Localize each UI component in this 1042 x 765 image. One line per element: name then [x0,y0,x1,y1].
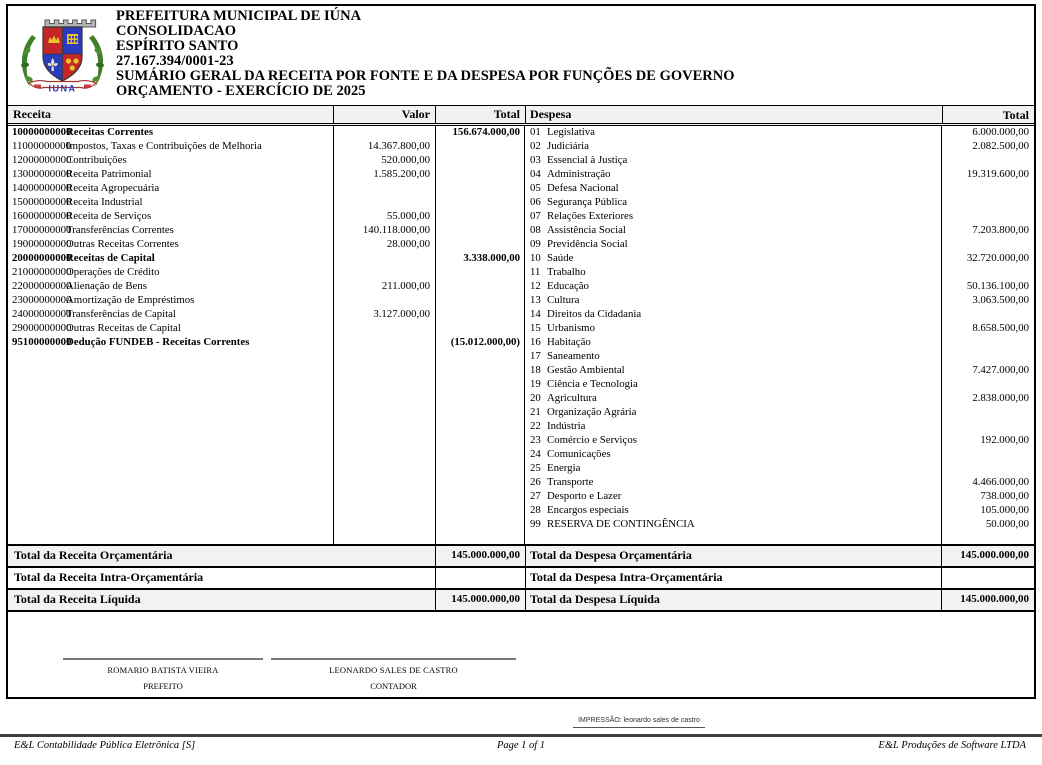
despesa-row [525,518,1034,532]
despesa-table [525,126,1034,544]
receita-code: 16000000000 [12,210,72,222]
totals-row [8,590,1034,612]
despesa-row [525,238,1034,252]
mural-crown [45,20,96,27]
receita-row [8,154,524,168]
despesa-code: 19 [530,378,541,390]
total-despesa-value [942,568,1034,588]
despesa-total: 105.000,00 [980,504,1029,516]
receita-description: Operações de Crédito [66,266,160,278]
building-emblem [67,34,78,44]
despesa-row [525,406,1034,420]
municipal-coat-of-arms-icon [16,11,109,99]
receita-description: Outras Receitas Correntes [66,238,179,250]
signature-role: PREFEITO [143,681,183,691]
report-document [6,4,1036,699]
receita-total [435,308,525,322]
despesa-row [525,322,1034,336]
despesa-description: Segurança Pública [547,196,628,208]
despesa-row [525,140,1034,154]
header-text-block [116,9,735,99]
total-despesa-value: 145.000.000,00 [960,549,1029,561]
receita-code: 12000000000 [12,154,72,166]
receita-valor [333,322,435,336]
receita-description: Receitas de Capital [66,252,155,264]
despesa-description: Cultura [547,294,580,306]
despesa-description: Trabalho [547,266,586,278]
footer-page-number: Page 1 of 1 [496,740,546,751]
receita-valor [333,126,435,140]
despesa-row [525,210,1034,224]
total-receita-label: Total da Receita Líquida [8,590,436,610]
receita-row [8,126,524,140]
logo-banner-text: IUNA [48,83,77,94]
despesa-code: 10 [530,252,541,264]
receita-total [435,210,525,224]
receita-description: Receita Agropecuária [66,182,160,194]
entity-cnpj: 27.167.394/0001-23 [116,53,234,69]
despesa-description: Direitos da Cidadania [547,308,642,320]
footer-software-name: E&L Contabilidade Pública Eletrônica [S] [14,740,196,751]
receita-column-divider-1 [333,126,334,544]
receita-code: 20000000000 [12,252,72,264]
total-despesa-value: 145.000.000,00 [960,593,1029,605]
despesa-row [525,490,1034,504]
despesa-code: 15 [530,322,541,334]
despesa-code: 02 [530,140,541,152]
despesa-code: 22 [530,420,541,432]
despesa-code: 20 [530,392,541,404]
despesa-total [942,378,1034,392]
receita-valor [333,336,435,350]
total-receita-value: 145.000.000,00 [436,590,526,610]
despesa-row [525,294,1034,308]
despesa-description: Transporte [547,476,594,488]
despesa-total [942,182,1034,196]
receita-row [8,140,524,154]
despesa-total: 50.000,00 [985,518,1029,530]
despesa-code: 23 [530,434,541,446]
receita-description: Receita Patrimonial [66,168,152,180]
receita-valor: 14.367.800,00 [367,140,430,152]
column-header-despesa-total: Total [1002,108,1029,122]
despesa-row [525,224,1034,238]
receita-total [435,168,525,182]
total-receita-label: Total da Receita Intra-Orçamentária [8,568,436,588]
despesa-total: 7.427.000,00 [972,364,1029,376]
despesa-total: 7.203.800,00 [972,224,1029,236]
despesa-code: 24 [530,448,541,460]
despesa-row [525,126,1034,140]
despesa-row [525,168,1034,182]
receita-table [8,126,525,544]
despesa-total: 192.000,00 [980,434,1029,446]
receita-description: Transferências de Capital [66,308,176,320]
receita-row [8,168,524,182]
column-header-receita-total: Total [436,106,526,123]
receita-valor: 28.000,00 [386,238,430,250]
totals-row [8,568,1034,590]
despesa-column-divider [941,126,942,544]
total-receita-value [436,568,526,588]
despesa-row [525,252,1034,266]
despesa-code: 14 [530,308,541,320]
despesa-description: Defesa Nacional [547,182,619,194]
despesa-description: Assistência Social [547,224,626,236]
despesa-code: 11 [530,266,541,278]
despesa-total [942,420,1034,434]
receita-row [8,210,524,224]
receita-total [435,196,525,210]
receita-total [435,224,525,238]
despesa-total [942,462,1034,476]
receita-description: Amortização de Empréstimos [66,294,195,306]
despesa-total: 2.838.000,00 [972,392,1029,404]
despesa-total: 8.658.500,00 [972,322,1029,334]
despesa-code: 16 [530,336,541,348]
table-body [8,126,1034,544]
despesa-code: 13 [530,294,541,306]
despesa-row [525,350,1034,364]
signature-block [271,658,516,691]
despesa-description: Comércio e Serviços [547,434,637,446]
despesa-total [942,266,1034,280]
signature-name: LEONARDO SALES DE CASTRO [329,665,458,675]
signature-area [8,612,1034,697]
receita-row [8,308,524,322]
report-title: SUMÁRIO GERAL DA RECEITA POR FONTE E DA DESPESA POR FUNÇÕES DE GOVERNO [116,68,735,84]
coat-of-arms-svg [16,11,109,99]
receita-valor [333,252,435,266]
despesa-code: 17 [530,350,541,362]
receita-code: 23000000000 [12,294,72,306]
despesa-description: Saneamento [547,350,600,362]
despesa-row [525,378,1034,392]
despesa-code: 21 [530,406,541,418]
despesa-description: Comunicações [547,448,611,460]
despesa-description: Gestão Ambiental [547,364,625,376]
despesa-description: Essencial à Justiça [547,154,628,166]
signature-name: ROMARIO BATISTA VIEIRA [107,665,219,675]
receita-code: 24000000000 [12,308,72,320]
despesa-row [525,182,1034,196]
despesa-code: 12 [530,280,541,292]
receita-valor [333,182,435,196]
column-header-despesa: Despesa [526,106,943,123]
despesa-code: 01 [530,126,541,138]
receita-description: Outras Receitas de Capital [66,322,181,334]
receita-total [435,238,525,252]
despesa-total [942,238,1034,252]
despesa-total [942,154,1034,168]
receita-description: Dedução FUNDEB - Receitas Correntes [66,336,250,348]
despesa-code: 05 [530,182,541,194]
despesa-row [525,420,1034,434]
receita-code: 22000000000 [12,280,72,292]
despesa-description: Desporto e Lazer [547,490,622,502]
despesa-description: Habitação [547,336,591,348]
total-despesa-label: Total da Despesa Orçamentária [526,546,942,566]
receita-total [435,280,525,294]
despesa-code: 26 [530,476,541,488]
print-info: IMPRESSÃO: leonardo sales de castro [573,717,705,728]
receita-total [435,182,525,196]
despesa-code: 09 [530,238,541,250]
despesa-total: 19.319.600,00 [966,168,1029,180]
despesa-description: Ciência e Tecnologia [547,378,638,390]
receita-valor [333,266,435,280]
despesa-description: Judiciária [547,140,589,152]
receita-code: 11000000000 [12,140,71,152]
receita-description: Receita Industrial [66,196,143,208]
despesa-row [525,392,1034,406]
receita-total [435,154,525,168]
despesa-total [942,308,1034,322]
receita-code: 14000000000 [12,182,72,194]
receita-code: 29000000000 [12,322,72,334]
receita-row [8,266,524,280]
receita-row [8,238,524,252]
receita-description: Receita de Serviços [66,210,152,222]
despesa-row [525,336,1034,350]
despesa-row [525,364,1034,378]
receita-valor: 140.118.000,00 [362,224,430,236]
despesa-total: 2.082.500,00 [972,140,1029,152]
despesa-description: Indústria [547,420,586,432]
entity-subtitle: CONSOLIDACAO [116,23,237,39]
receita-row [8,224,524,238]
signature-block [63,658,263,691]
receita-code: 10000000000 [12,126,72,138]
despesa-total [942,448,1034,462]
despesa-code: 06 [530,196,541,208]
document-header [8,6,1034,105]
despesa-code: 28 [530,504,541,516]
receita-description: Receitas Correntes [66,126,154,138]
receita-total [435,322,525,336]
signature-line [63,658,263,660]
entity-name: PREFEITURA MUNICIPAL DE IÚNA [116,8,362,24]
despesa-description: Relações Exteriores [547,210,634,222]
despesa-code: 27 [530,490,541,502]
despesa-description: Organização Agrária [547,406,637,418]
receita-row [8,294,524,308]
receita-total [435,294,525,308]
receita-code: 17000000000 [12,224,72,236]
receita-valor [333,196,435,210]
signature-line [271,658,516,660]
despesa-code: 18 [530,364,541,376]
despesa-total: 32.720.000,00 [966,252,1029,264]
signature-role: CONTADOR [370,681,417,691]
receita-valor: 3.127.000,00 [373,308,430,320]
despesa-description: Energia [547,462,581,474]
receita-description: Contribuições [66,154,127,166]
despesa-description: Encargos especiais [547,504,629,516]
logo-banner [29,81,96,94]
receita-valor: 1.585.200,00 [373,168,430,180]
despesa-total [942,406,1034,420]
despesa-description: Saúde [547,252,574,264]
despesa-description: Administração [547,168,611,180]
despesa-row [525,462,1034,476]
receita-valor: 211.000,00 [381,280,430,292]
receita-total: 3.338.000,00 [463,252,520,264]
footer-company-name: E&L Produções de Software LTDA [878,740,1026,751]
despesa-code: 04 [530,168,541,180]
despesa-total: 4.466.000,00 [972,476,1029,488]
receita-row [8,252,524,266]
receita-row [8,196,524,210]
receita-valor: 520.000,00 [381,154,430,166]
receita-column-divider-2 [435,126,436,544]
receita-row [8,322,524,336]
despesa-description: Previdência Social [547,238,628,250]
despesa-description: Legislativa [547,126,595,138]
receita-row [8,280,524,294]
receita-description: Impostos, Taxas e Contribuições de Melhoria [66,140,262,152]
despesa-total: 6.000.000,00 [972,126,1029,138]
despesa-row [525,504,1034,518]
receita-code: 21000000000 [12,266,72,278]
despesa-code: 08 [530,224,541,236]
despesa-total [942,196,1034,210]
despesa-total: 50.136.100,00 [966,280,1029,292]
receita-row [8,182,524,196]
receita-valor: 55.000,00 [386,210,430,222]
despesa-total [942,350,1034,364]
receita-description: Alienação de Bens [66,280,147,292]
despesa-row [525,154,1034,168]
receita-total: 156.674.000,00 [452,126,520,138]
despesa-row [525,448,1034,462]
despesa-row [525,280,1034,294]
despesa-row [525,434,1034,448]
despesa-total: 738.000,00 [980,490,1029,502]
despesa-row [525,476,1034,490]
receita-total: (15.012.000,00) [450,336,520,348]
despesa-description: Urbanismo [547,322,595,334]
despesa-row [525,196,1034,210]
table-header-row [8,105,1034,126]
total-receita-label: Total da Receita Orçamentária [8,546,436,566]
totals-section [8,544,1034,612]
despesa-code: 07 [530,210,541,222]
despesa-description: Educação [547,280,589,292]
despesa-row [525,266,1034,280]
column-header-receita: Receita [8,106,334,123]
receita-description: Transferências Correntes [66,224,174,236]
receita-code: 13000000000 [12,168,72,180]
entity-state: ESPÍRITO SANTO [116,38,239,54]
receita-row [8,336,524,350]
despesa-code: 25 [530,462,541,474]
page-footer [0,740,1042,756]
total-receita-value: 145.000.000,00 [436,546,526,566]
despesa-total [942,210,1034,224]
despesa-description: Agricultura [547,392,597,404]
column-header-valor: Valor [334,106,436,123]
receita-code: 15000000000 [12,196,72,208]
receita-valor [333,294,435,308]
receita-code: 19000000000 [12,238,72,250]
total-despesa-label: Total da Despesa Líquida [526,590,942,610]
totals-row [8,546,1034,568]
receita-total [435,140,525,154]
despesa-code: 99 [530,518,541,530]
despesa-row [525,308,1034,322]
despesa-code: 03 [530,154,541,166]
despesa-description: RESERVA DE CONTINGÊNCIA [547,518,695,530]
total-despesa-label: Total da Despesa Intra-Orçamentária [526,568,942,588]
receita-code: 95100000000 [12,336,72,348]
report-period: ORÇAMENTO - EXERCÍCIO DE 2025 [116,83,366,99]
despesa-total [942,336,1034,350]
footer-divider [0,734,1042,737]
receita-total [435,266,525,280]
despesa-total: 3.063.500,00 [972,294,1029,306]
